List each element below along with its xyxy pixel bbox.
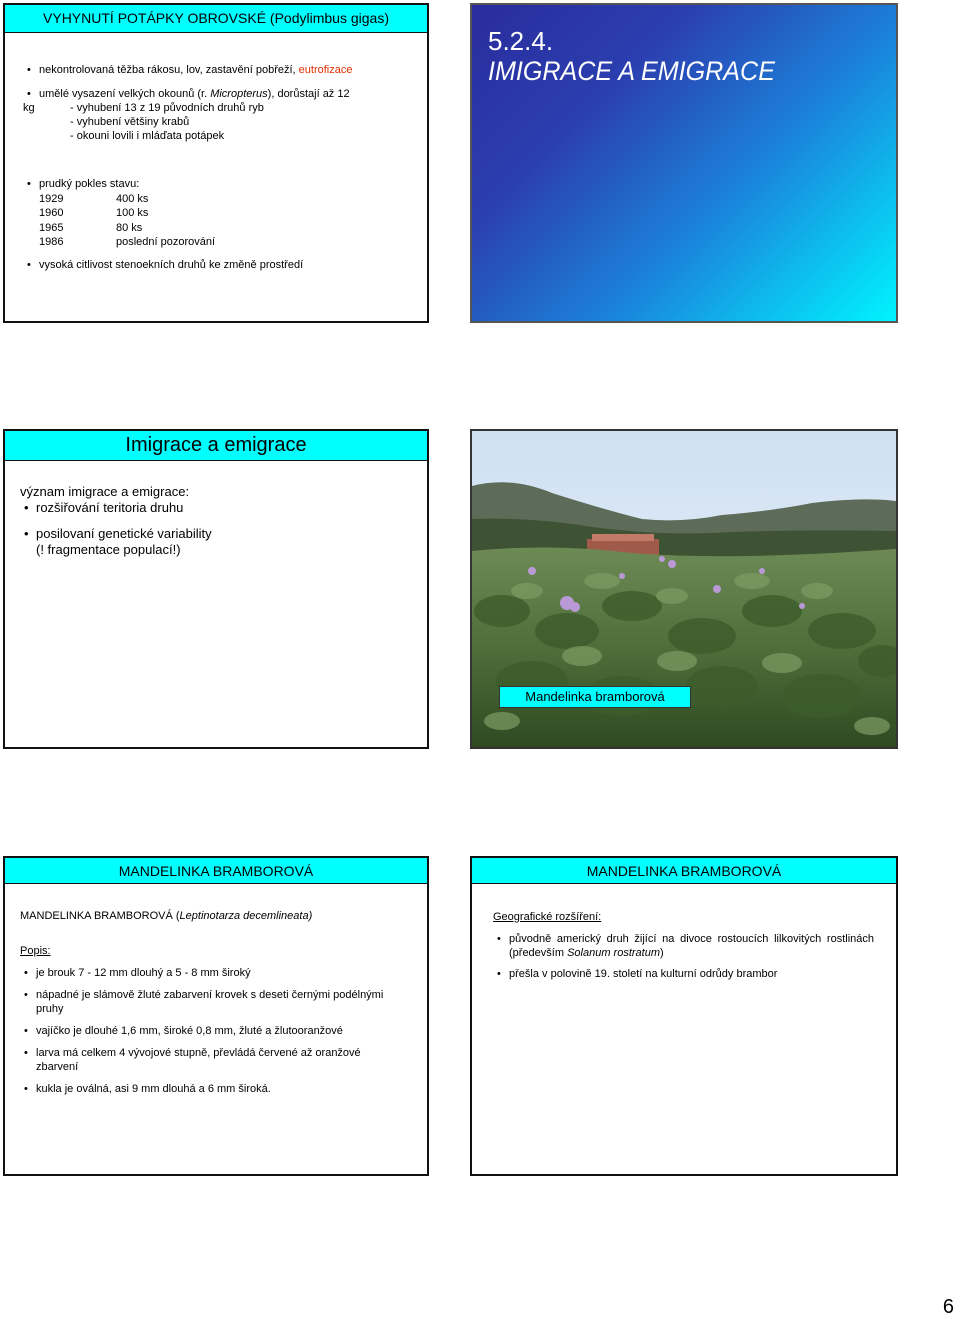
decline-row — [39, 235, 409, 250]
slide-title-bar — [472, 858, 896, 884]
description-heading: Popis: — [20, 945, 51, 957]
decline-row — [39, 221, 409, 236]
bullet-text: přešla v polovině 19. století na kulturní odrůdy brambor — [509, 968, 778, 980]
solanum-name: Solanum rostratum — [567, 947, 661, 959]
slide-section-title — [470, 3, 898, 323]
decline-value: 400 ks — [116, 192, 149, 205]
beetle-latin-name: Leptinotarza decemlineata) — [179, 910, 313, 922]
description-bullet — [20, 988, 412, 1016]
perch-kg: kg — [23, 102, 35, 114]
immigration-intro: význam imigrace a emigrace: — [20, 484, 190, 499]
decline-value: poslední pozorování — [116, 236, 216, 248]
bullet-decline — [23, 177, 409, 192]
decline-row — [39, 206, 409, 221]
perch-text: umělé vysazení velkých okounů (r. — [39, 88, 211, 100]
slide-title-bar — [5, 431, 427, 461]
decline-value: 80 ks — [116, 221, 143, 234]
slide-immigration — [3, 429, 429, 749]
bullet-sensitivity — [23, 258, 409, 273]
bullet-text-end: ) — [660, 947, 664, 959]
sensitivity-text: vysoká citlivost stenoekních druhů ke změně prostředí — [39, 258, 304, 271]
bullet-causes — [23, 63, 409, 77]
bullet-text: vajíčko je dlouhé 1,6 mm, široké 0,8 mm, žluté a žlutooranžové — [36, 1025, 343, 1037]
slide-title: MANDELINKA BRAMBOROVÁ — [118, 863, 314, 879]
distribution-heading: Geografické rozšíření: — [493, 911, 602, 923]
perch-genus: Micropterus — [210, 88, 268, 100]
description-bullet — [20, 966, 412, 980]
distribution-bullet — [493, 967, 874, 981]
bullet-text: původně americký druh žijící na divoce rostoucích lilkovitých rostlinách (především — [509, 933, 874, 959]
perch-line-2 — [23, 101, 409, 115]
slide-title: VYHYNUTÍ POTÁPKY OBROVSKÉ (Podylimbus gigas) — [43, 10, 389, 26]
slide-title-bar — [5, 5, 427, 33]
eutrophication-text: eutrofizace — [298, 64, 353, 76]
beetle-name: MANDELINKA BRAMBOROVÁ ( — [20, 910, 180, 922]
territory-text: rozšiřování teritoria druhu — [36, 500, 184, 515]
slide-title: Imigrace a emigrace — [125, 434, 307, 456]
bullet-perch — [23, 87, 409, 101]
decline-label: prudký pokles stavu: — [39, 178, 140, 190]
decline-year: 1960 — [39, 207, 64, 219]
decline-year: 1929 — [39, 192, 64, 205]
decline-value: 100 ks — [116, 207, 149, 219]
decline-year: 1965 — [39, 221, 64, 234]
perch-text-end: ), dorůstají až 12 — [267, 88, 350, 100]
bullet-variability — [20, 526, 412, 558]
section-title: IMIGRACE A EMIGRACE — [488, 56, 775, 86]
description-bullet — [20, 1024, 412, 1038]
variability-text: posilovaní genetické variability — [36, 526, 212, 541]
beetle-intro — [20, 909, 412, 923]
bullet-text: kukla je oválná, asi 9 mm dlouhá a 6 mm široká. — [36, 1083, 271, 1095]
perch-crab-extinction: - vyhubení většiny krabů — [70, 116, 190, 128]
slide-title: MANDELINKA BRAMBOROVÁ — [586, 863, 782, 879]
bullet-text: je brouk 7 - 12 mm dlouhý a 5 - 8 mm široký — [36, 967, 251, 979]
bullet-territory — [20, 500, 412, 516]
perch-fish-extinction: - vyhubení 13 z 19 původních druhů ryb — [70, 102, 264, 114]
description-bullet — [20, 1082, 412, 1096]
distribution-bullet — [493, 932, 874, 960]
decline-table — [23, 192, 409, 250]
bullet-text: larva má celkem 4 vývojové stupně, převládá červené až oranžové zbarvení — [36, 1047, 361, 1073]
slide-photo-beetle-field — [470, 429, 898, 749]
slide-title-bar — [5, 858, 427, 884]
slide-extinction-grebe — [3, 3, 429, 323]
fragmentation-text: (! fragmentace populací!) — [36, 542, 181, 557]
decline-row — [39, 192, 409, 207]
decline-year: 1986 — [39, 236, 64, 248]
photo-caption: Mandelinka bramborová — [499, 686, 691, 708]
page-number: 6 — [942, 1296, 954, 1318]
perch-ate-chicks: - okouni lovili i mláďata potápek — [70, 130, 225, 142]
slide-beetle-distribution — [470, 856, 898, 1176]
slide-beetle-description — [3, 856, 429, 1176]
description-bullet — [20, 1046, 412, 1074]
bullet-text: nápadné je slámově žluté zabarvení krovek s deseti černými podélnými pruhy — [36, 989, 384, 1015]
section-number: 5.2.4. — [488, 26, 554, 56]
causes-text: nekontrolovaná těžba rákosu, lov, zastavění pobřeží, — [39, 64, 299, 76]
